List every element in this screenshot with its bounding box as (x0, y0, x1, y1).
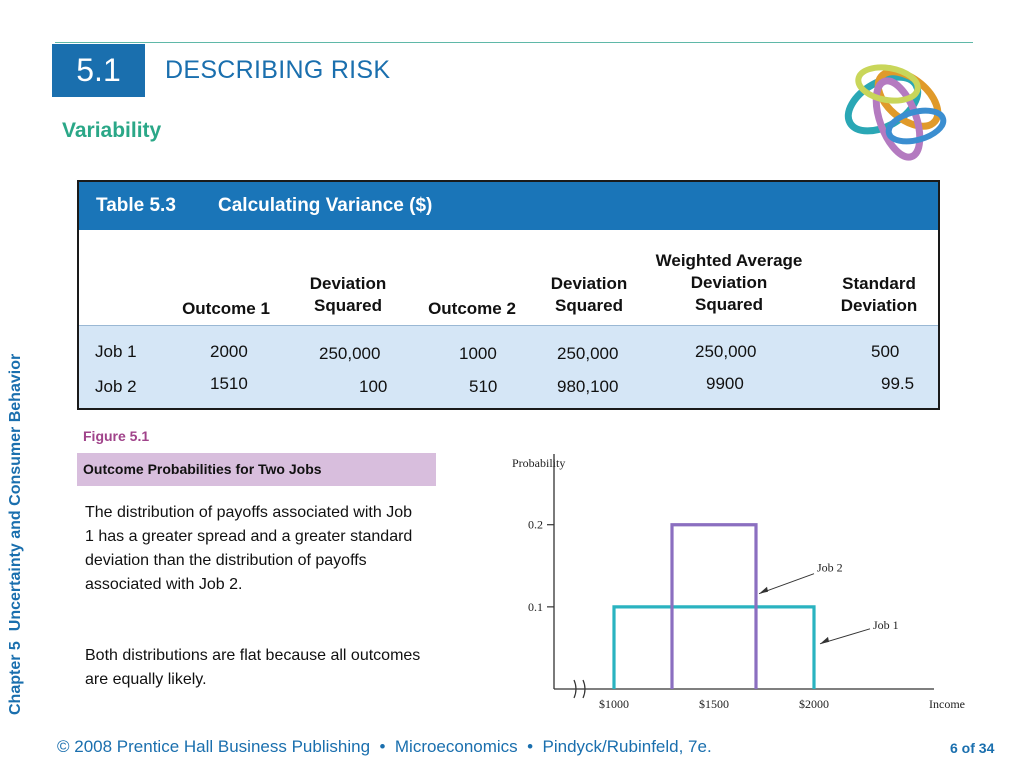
col-header-weighted-average (639, 250, 819, 316)
cell-outcome1: 2000 (210, 342, 248, 361)
col-header-line: Squared (694, 295, 764, 314)
x-tick-label: $2000 (799, 697, 829, 711)
row-label: Job 1 (95, 342, 137, 361)
cell-deviation1: 250,000 (319, 344, 381, 363)
row-label: Job 2 (95, 377, 137, 396)
rings-logo-icon (828, 44, 968, 174)
section-title: DESCRIBING RISK (165, 56, 391, 84)
col-header-line: Squared (313, 296, 383, 315)
x-tick-label: $1500 (699, 697, 729, 711)
figure-caption: Outcome Probabilities for Two Jobs (83, 461, 322, 477)
cell-std: 500 (871, 342, 900, 361)
section-number: 5.1 (76, 52, 121, 88)
table-title: Calculating Variance ($) (218, 195, 433, 216)
section-number-badge (52, 44, 145, 97)
col-header-line: Deviation (690, 273, 768, 292)
series-line-job-1 (614, 607, 814, 689)
col-header-line: Weighted Average (655, 251, 803, 270)
table-header-bar (79, 182, 938, 230)
x-tick-label: $1000 (599, 697, 629, 711)
y-tick-label: 0.2 (528, 517, 543, 532)
col-header-outcome2: Outcome 2 (428, 299, 516, 318)
y-tick-label: 0.1 (528, 599, 543, 614)
job1-annotation-label: Job 1 (873, 617, 899, 632)
x-axis-label: Income (929, 697, 965, 711)
col-header-line: Standard (842, 274, 916, 293)
body-paragraph: Both distributions are flat because all outcomes are equally likely. (85, 647, 421, 688)
cell-outcome2: 1000 (459, 344, 497, 363)
chapter-title: Uncertainty and Consumer Behavior (7, 353, 24, 632)
cell-std: 99.5 (881, 374, 915, 393)
page-number: 6 of 34 (950, 740, 995, 756)
col-header-line: Deviation (840, 296, 918, 315)
col-header-line: Deviation (309, 274, 387, 293)
job2-arrowhead-icon (759, 587, 768, 594)
figure-caption-box (77, 453, 436, 486)
cell-deviation2: 250,000 (557, 344, 619, 363)
cell-weighted: 9900 (706, 374, 744, 393)
cell-weighted: 250,000 (695, 342, 757, 361)
col-header-deviation-squared-1 (293, 273, 403, 317)
table-row (79, 368, 938, 408)
y-axis-label: Probability (512, 456, 566, 470)
col-header-outcome1: Outcome 1 (182, 299, 270, 318)
top-divider (55, 42, 973, 43)
col-header-standard-deviation (824, 273, 934, 317)
col-header-line: Deviation (550, 274, 628, 293)
chapter-sidebar-label (7, 354, 25, 715)
figure-label: Figure 5.1 (83, 428, 150, 444)
table-row (79, 325, 938, 369)
footer-text: © 2008 Prentice Hall Business Publishing • Microeconomics • Pindyck/Rubinfeld, 7e. (57, 737, 712, 756)
cell-deviation1: 100 (359, 377, 388, 396)
col-header-deviation-squared-2 (534, 273, 644, 317)
job1-arrowhead-icon (820, 637, 829, 644)
probability-chart (470, 448, 965, 718)
chapter-number: Chapter 5 (7, 641, 24, 715)
cell-outcome1: 1510 (210, 374, 248, 393)
job2-annotation-label: Job 2 (817, 560, 843, 575)
cell-deviation2: 980,100 (557, 377, 619, 396)
col-header-line: Squared (554, 296, 624, 315)
body-paragraph: The distribution of payoffs associated with Job 1 has a greater spread and a greater standard deviation than the distribution of payoffs associated with Job 2. (85, 504, 413, 593)
table-number: Table 5.3 (96, 195, 176, 216)
variance-table (77, 180, 940, 410)
slide-subtitle: Variability (62, 119, 162, 142)
cell-outcome2: 510 (469, 377, 498, 396)
